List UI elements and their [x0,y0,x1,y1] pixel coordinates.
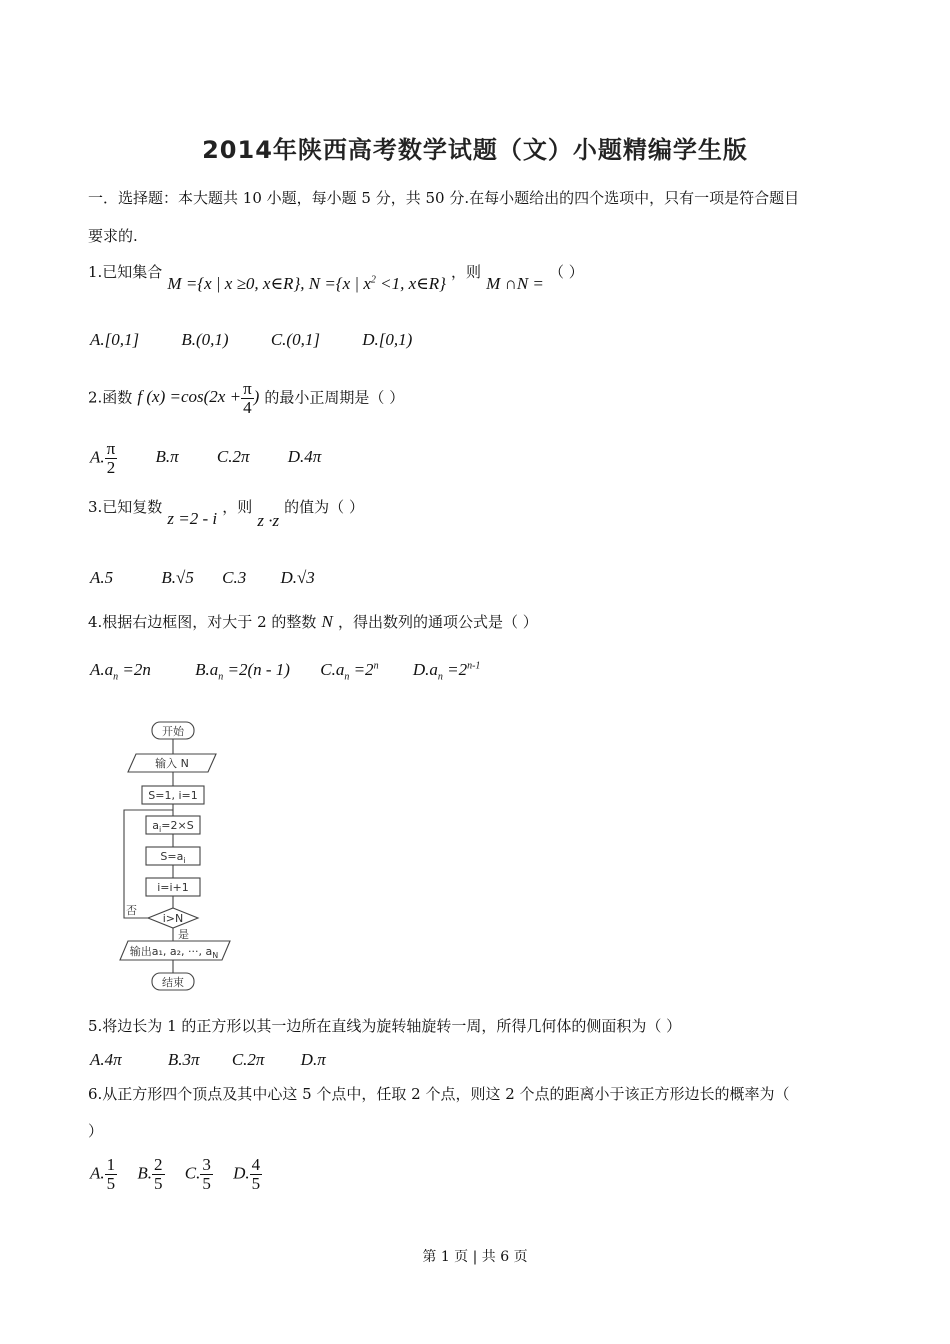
q4-opt-a-sub: n [113,671,119,683]
question-1 [88,262,584,293]
flow-step1-a: a [152,819,160,832]
q6-opt-a-label: A. [90,1163,105,1183]
q2-function [137,379,260,417]
question-5: 5.将边长为 1 的正方形以其一边所在直线为旋转轴旋转一周，所得几何体的侧面积为（ ） [88,1017,682,1035]
q3-option-c: C.3 [222,568,247,587]
q2-opt-a-den: 2 [106,458,116,477]
flow-condition-label: i>N [162,912,184,925]
q2-option-d: D.4π [287,447,322,467]
flow-output-text: 输出a₁, a₂, ···, a [129,945,213,958]
question-3 [88,497,364,530]
question-2 [88,380,404,417]
q3-options [90,568,353,588]
q1-result: M ∩N = [486,274,544,293]
q1-set-expression [167,274,446,293]
q2-close: ) [253,387,260,407]
q6-opt-a-num: 1 [106,1155,116,1174]
flow-output-label [130,944,219,960]
q1-prefix: 1.已知集合 [88,263,163,281]
q4-text-b: ，得出数列的通项公式是（ ） [337,613,538,631]
q6-option-a [90,1156,117,1193]
q4-opt-d: D.a [412,660,438,679]
flow-step1-sub: i [159,825,162,834]
flow-step1-label [152,819,193,834]
q6-opt-d-num: 4 [251,1155,261,1174]
q4-opt-d-sup: n-1 [467,660,481,672]
q4-options [90,660,518,682]
q4-option-c [320,660,378,682]
q4-text-a: 4.根据右边框图，对大于 2 的整数 [88,613,317,631]
flow-step2-sub: i [183,856,186,865]
q4-opt-d-sub: n [437,671,443,683]
q4-option-d [413,660,481,682]
q4-opt-a: A.a [90,660,114,679]
q1-option-a: A.[0,1] [90,330,140,349]
q6-opt-c-den: 5 [202,1174,211,1193]
q5-option-d: D.π [300,1050,326,1069]
flow-input-label: 输入 N [155,757,189,770]
q2-opt-a-num: π [106,439,116,458]
q1-paren: （ ） [548,263,584,281]
q3-mid: ，则 [222,498,253,516]
q2-suffix: 的最小正周期是（ ） [264,388,405,407]
flow-no-label: 否 [126,904,137,917]
page-title: 2014年陕西高考数学试题（文）小题精编学生版 [202,136,748,164]
q6-opt-c-label: C. [184,1163,201,1183]
q2-prefix: 2.函数 [88,388,133,407]
q1-set-expr: M ={x | x ≥0, x∈R}, N ={x | x [167,274,371,293]
q2-option-c: C.2π [216,447,250,467]
q6-opt-d-den: 5 [251,1174,261,1193]
flow-init-label: S=1, i=1 [148,789,198,802]
q6-option-c [185,1156,213,1193]
q3-prefix: 3.已知复数 [88,498,163,516]
q6-option-b [137,1156,164,1193]
flow-yes-label: 是 [178,928,189,941]
q6-options [90,1156,300,1193]
page-footer: 第 1 页 | 共 6 页 [422,1249,528,1265]
flow-step3-label: i=i+1 [157,881,189,894]
q4-opt-c: C.a [320,660,345,679]
q4-opt-b-tail: =2(n - 1) [223,660,290,679]
flow-output-sub: N [212,951,219,960]
section-intro-line1: 一．选择题：本大题共 10 小题，每小题 5 分，共 50 分.在每小题给出的四个选项中，只有一项是符合题目 [88,189,800,207]
flow-step2-label [160,850,185,865]
q4-opt-c-tail: =2 [349,660,374,679]
flow-step1-tail: =2×S [161,819,194,832]
q5-option-c: C.2π [231,1050,265,1069]
q1-options [90,330,450,350]
q6-opt-b-den: 5 [154,1174,163,1193]
q6-opt-b-num: 2 [154,1155,163,1174]
q1-set-tail: <1, x∈R} [375,274,446,293]
q3-option-b: B.√5 [161,568,194,587]
q6-opt-a-den: 5 [106,1174,116,1193]
q4-option-b [195,660,290,682]
question-4 [88,612,538,632]
q3-suffix: 的值为（ ） [284,498,364,516]
section-intro-line2: 要求的. [88,227,138,245]
q4-opt-b-sub: n [218,671,224,683]
q1-option-c: C.(0,1] [270,330,320,349]
q3-option-a: A.5 [90,568,114,587]
q1-option-b: B.(0,1) [181,330,229,349]
q4-opt-a-tail: =2n [118,660,151,679]
q5-option-b: B.3π [167,1050,200,1069]
q6-opt-b-label: B. [137,1163,153,1183]
q1-option-d: D.[0,1) [362,330,413,349]
q2-option-b: B.π [155,447,179,467]
q1-mid: ，则 [451,263,482,281]
q4-opt-d-tail: =2 [442,660,468,679]
q4-option-a [90,660,151,682]
q2-options [90,440,359,477]
q2-frac-num: π [243,379,252,398]
q2-option-a [90,440,117,477]
question-6: 6.从正方形四个顶点及其中心这 5 个点中，任取 2 个点，则这 2 个点的距离小于该正方形边长的概率为（ [88,1085,790,1103]
q4-opt-c-sub: n [344,671,350,683]
flow-start-label: 开始 [162,725,184,738]
q2-frac-den: 4 [243,398,252,417]
q3-expr2: z ·z [257,511,280,530]
flow-end-label: 结束 [162,976,184,989]
q6-option-d [233,1156,262,1193]
q4-opt-b: B.a [195,660,219,679]
q3-option-d: D.√3 [280,568,315,587]
q2-opt-a-label: A. [90,447,105,467]
q5-option-a: A.4π [90,1050,122,1069]
flowchart [112,712,262,1000]
q6-opt-d-label: D. [233,1163,250,1183]
q4-opt-c-sup: n [373,660,379,672]
q4-var: N [321,612,333,631]
q1-exponent: 2 [370,274,376,286]
q3-expr: z =2 - i [167,509,218,528]
q5-options [90,1050,364,1070]
q6-opt-c-num: 3 [202,1155,211,1174]
question-6-tail: ） [88,1122,104,1140]
q2-func: f (x) =cos(2x + [137,387,242,407]
flow-step2-a: S=a [160,850,184,863]
